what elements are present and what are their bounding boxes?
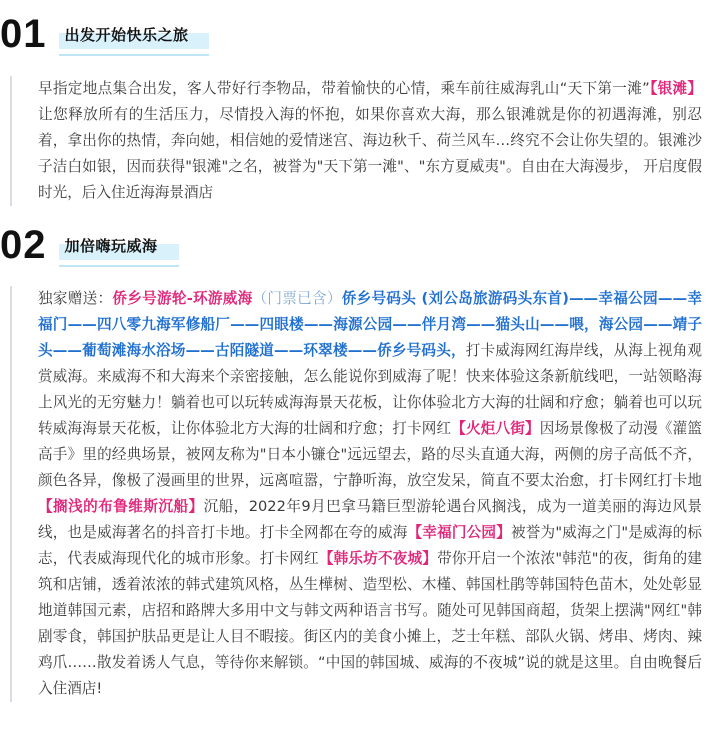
body-text: 被誉为"威海之门"是威海的标志，代表威海现代化的城市形象。打卡网红: [38, 524, 702, 567]
section-number: 02: [0, 223, 47, 267]
section-01-body: [10, 76, 702, 206]
section-title-wrap: [65, 235, 158, 256]
highlight-yintan: 【银滩】: [649, 80, 703, 97]
section-title-wrap: [65, 24, 189, 45]
highlight-shipwreck: 【搁浅的布鲁维斯沉船】: [38, 498, 204, 515]
section-title: 出发开始快乐之旅: [64, 25, 189, 44]
highlight-huoju-street: 【火炬八街】: [451, 420, 540, 437]
cruise-route: 侨乡号码头 (刘公岛旅游码头东首)——幸福公园——幸福门——四八零九海军修船厂——四眼楼——海源公园——伴月湾——猫头山——喂，海公园——靖子头——葡萄滩海水浴场——古陌隧道——环翠楼——侨乡号码头，: [38, 290, 702, 359]
body-text: 沉船，2022年9月巴拿马籍巨型游轮遇台风搁浅，成为一道美丽的海边风景线，也是威海著名的抖音打卡地。打卡全网都在夸的威海: [38, 498, 702, 541]
body-text: 打卡威海网红海岸线，从海上视角观赏威海。来威海不和大海来个亲密接触，怎么能说你到威海了呢！快来体验这条新航线吧，一站领略海上风光的无穷魅力！躺着也可以玩转威海海景天花板，让你体验北方大海的壮阔和疗愈；躺着也可以玩转威海海景天花板，让你体验北方大海的壮阔和疗愈；打卡网红: [38, 342, 702, 437]
title-underline: [59, 54, 209, 56]
intro-label: 独家赠送：: [38, 290, 113, 307]
body-text: 因场景像极了动漫《灌篮高手》里的经典场景，被网友称为"日本小镰仓"远远望去，路的尽头直通大海，两侧的房子高低不齐，颜色各异，像极了漫画里的世界，远离喧嚣，宁静听海，放空发呆，简直不要太治愈，打卡网红打卡地: [38, 420, 702, 489]
highlight-cruise: 侨乡号游轮-环游威海: [112, 290, 253, 307]
body-text: 让您释放所有的生活压力，尽情投入海的怀抱，如果你喜欢大海，那么银滩就是你的初遇海滩，别忍着，拿出你的热情，奔向她，相信她的爱情迷宫、海边秋千、荷兰风车…终究不会让你失望的。银滩沙子洁白如银，因而获得"银滩"之名，被誉为"天下第一滩"、"东方夏威夷"。自由在大海漫步， 开启度假时光，后入住近海海景酒店: [38, 106, 702, 201]
body-text: 带你开启一个浓浓"韩范"的夜，街角的建筑和店铺，透着浓浓的韩式建筑风格，丛生樺树、造型松、木槿、韩国杜鹃等韩国特色苗木，处处彰显地道韩国元素，店招和路牌大多用中文与韩文两种语言书写。随处可见韩国商超，货架上摆满"网红"韩剧零食，韩国护肤品更是让人目不暇接。街区内的美食小摊上，芝士年糕、部队火锅、烤串、烤肉、辣鸡爪……散发着诱人气息，等待你来解锁。“中国的韩国城、威海的不夜城”说的就是这里。自由晚餐后入住酒店!: [38, 550, 702, 697]
ticket-note: （门票已含）: [252, 290, 342, 307]
highlight-hanlefang: 【韩乐坊不夜城】: [318, 550, 438, 567]
title-underline: [59, 265, 179, 267]
section-02-body: [10, 286, 702, 702]
section-01-header: [0, 14, 189, 54]
highlight-xingfumen-park: 【幸福门公园】: [407, 524, 511, 541]
section-02-header: [0, 225, 158, 265]
body-text: 早指定地点集合出发，客人带好行李物品，带着愉快的心情，乘车前往威海乳山“天下第一滩”: [38, 80, 650, 97]
section-title: 加倍嗨玩威海: [64, 236, 158, 255]
section-number: 01: [0, 12, 47, 56]
